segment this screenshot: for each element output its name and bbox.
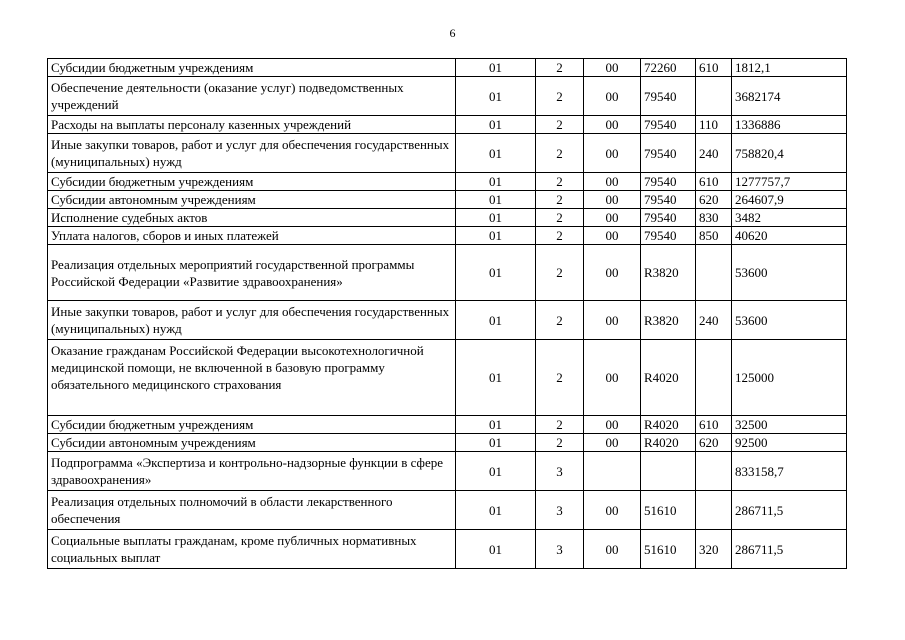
table-row (48, 77, 847, 116)
line-item-name: Иные закупки товаров, работ и услуг для обеспечения государственных (муниципальных) нужд (48, 301, 456, 340)
target-article-code: 79540 (641, 173, 696, 191)
table-row (48, 340, 847, 416)
target-article-code: 79540 (641, 227, 696, 245)
table-row (48, 59, 847, 77)
expense-type-code: 240 (696, 134, 732, 173)
program-code: 00 (584, 227, 641, 245)
program-code: 00 (584, 340, 641, 416)
subsection-code: 2 (536, 116, 584, 134)
amount: 264607,9 (732, 191, 847, 209)
section-code: 01 (456, 209, 536, 227)
target-article-code: R3820 (641, 245, 696, 301)
line-item-name: Субсидии автономным учреждениям (48, 434, 456, 452)
target-article-code: 51610 (641, 530, 696, 569)
target-article-code: 72260 (641, 59, 696, 77)
table-row (48, 227, 847, 245)
amount: 1277757,7 (732, 173, 847, 191)
target-article-code: R4020 (641, 340, 696, 416)
line-item-name: Субсидии бюджетным учреждениям (48, 173, 456, 191)
subsection-code: 3 (536, 452, 584, 491)
program-code: 00 (584, 77, 641, 116)
amount: 1336886 (732, 116, 847, 134)
subsection-code: 2 (536, 227, 584, 245)
expense-type-code: 320 (696, 530, 732, 569)
amount: 53600 (732, 245, 847, 301)
subsection-code: 2 (536, 209, 584, 227)
expense-type-code: 610 (696, 59, 732, 77)
subsection-code: 2 (536, 191, 584, 209)
table-row (48, 209, 847, 227)
program-code: 00 (584, 416, 641, 434)
table-row (48, 530, 847, 569)
target-article-code: 79540 (641, 209, 696, 227)
expense-type-code: 830 (696, 209, 732, 227)
program-code: 00 (584, 245, 641, 301)
subsection-code: 3 (536, 491, 584, 530)
amount: 833158,7 (732, 452, 847, 491)
line-item-name: Оказание гражданам Российской Федерации высокотехнологичной медицинской помощи, не включенной в базовую программу обязательного медицинского страхования (48, 340, 456, 416)
table-row (48, 245, 847, 301)
section-code: 01 (456, 416, 536, 434)
program-code (584, 452, 641, 491)
section-code: 01 (456, 491, 536, 530)
program-code: 00 (584, 59, 641, 77)
subsection-code: 3 (536, 530, 584, 569)
table-row (48, 301, 847, 340)
program-code: 00 (584, 301, 641, 340)
table-row (48, 452, 847, 491)
section-code: 01 (456, 227, 536, 245)
target-article-code (641, 452, 696, 491)
subsection-code: 2 (536, 134, 584, 173)
line-item-name: Подпрограмма «Экспертиза и контрольно-надзорные функции в сфере здравоохранения» (48, 452, 456, 491)
section-code: 01 (456, 301, 536, 340)
program-code: 00 (584, 209, 641, 227)
line-item-name: Реализация отдельных мероприятий государственной программы Российской Федерации «Развитие здравоохранения» (48, 245, 456, 301)
subsection-code: 2 (536, 77, 584, 116)
line-item-name: Обеспечение деятельности (оказание услуг) подведомственных учреждений (48, 77, 456, 116)
subsection-code: 2 (536, 301, 584, 340)
amount: 40620 (732, 227, 847, 245)
program-code: 00 (584, 530, 641, 569)
section-code: 01 (456, 340, 536, 416)
amount: 758820,4 (732, 134, 847, 173)
budget-table (47, 58, 847, 569)
section-code: 01 (456, 191, 536, 209)
line-item-name: Реализация отдельных полномочий в области лекарственного обеспечения (48, 491, 456, 530)
expense-type-code: 110 (696, 116, 732, 134)
amount: 92500 (732, 434, 847, 452)
expense-type-code: 620 (696, 434, 732, 452)
amount: 125000 (732, 340, 847, 416)
section-code: 01 (456, 134, 536, 173)
section-code: 01 (456, 173, 536, 191)
subsection-code: 2 (536, 340, 584, 416)
subsection-code: 2 (536, 173, 584, 191)
line-item-name: Субсидии бюджетным учреждениям (48, 59, 456, 77)
section-code: 01 (456, 452, 536, 491)
table-row (48, 134, 847, 173)
expense-type-code (696, 491, 732, 530)
amount: 53600 (732, 301, 847, 340)
expense-type-code (696, 340, 732, 416)
amount: 3482 (732, 209, 847, 227)
line-item-name: Субсидии бюджетным учреждениям (48, 416, 456, 434)
section-code: 01 (456, 245, 536, 301)
target-article-code: R3820 (641, 301, 696, 340)
page-number: 6 (449, 26, 456, 40)
target-article-code: 79540 (641, 116, 696, 134)
subsection-code: 2 (536, 434, 584, 452)
section-code: 01 (456, 434, 536, 452)
subsection-code: 2 (536, 59, 584, 77)
amount: 286711,5 (732, 530, 847, 569)
amount: 3682174 (732, 77, 847, 116)
expense-type-code: 610 (696, 416, 732, 434)
line-item-name: Исполнение судебных актов (48, 209, 456, 227)
target-article-code: 79540 (641, 191, 696, 209)
section-code: 01 (456, 77, 536, 116)
line-item-name: Уплата налогов, сборов и иных платежей (48, 227, 456, 245)
table-row (48, 434, 847, 452)
subsection-code: 2 (536, 245, 584, 301)
target-article-code: R4020 (641, 416, 696, 434)
expense-type-code: 620 (696, 191, 732, 209)
program-code: 00 (584, 134, 641, 173)
target-article-code: 51610 (641, 491, 696, 530)
target-article-code: R4020 (641, 434, 696, 452)
section-code: 01 (456, 530, 536, 569)
program-code: 00 (584, 491, 641, 530)
program-code: 00 (584, 191, 641, 209)
line-item-name: Иные закупки товаров, работ и услуг для обеспечения государственных (муниципальных) нужд (48, 134, 456, 173)
program-code: 00 (584, 173, 641, 191)
program-code: 00 (584, 434, 641, 452)
section-code: 01 (456, 116, 536, 134)
expense-type-code: 850 (696, 227, 732, 245)
amount: 286711,5 (732, 491, 847, 530)
expense-type-code (696, 452, 732, 491)
expense-type-code: 610 (696, 173, 732, 191)
budget-table-body (48, 59, 847, 569)
section-code: 01 (456, 59, 536, 77)
expense-type-code (696, 245, 732, 301)
line-item-name: Расходы на выплаты персоналу казенных учреждений (48, 116, 456, 134)
table-row (48, 491, 847, 530)
target-article-code: 79540 (641, 134, 696, 173)
target-article-code: 79540 (641, 77, 696, 116)
table-row (48, 116, 847, 134)
table-row (48, 191, 847, 209)
expense-type-code: 240 (696, 301, 732, 340)
expense-type-code (696, 77, 732, 116)
table-row (48, 416, 847, 434)
line-item-name: Субсидии автономным учреждениям (48, 191, 456, 209)
amount: 32500 (732, 416, 847, 434)
table-row (48, 173, 847, 191)
amount: 1812,1 (732, 59, 847, 77)
line-item-name: Социальные выплаты гражданам, кроме публичных нормативных социальных выплат (48, 530, 456, 569)
program-code: 00 (584, 116, 641, 134)
subsection-code: 2 (536, 416, 584, 434)
